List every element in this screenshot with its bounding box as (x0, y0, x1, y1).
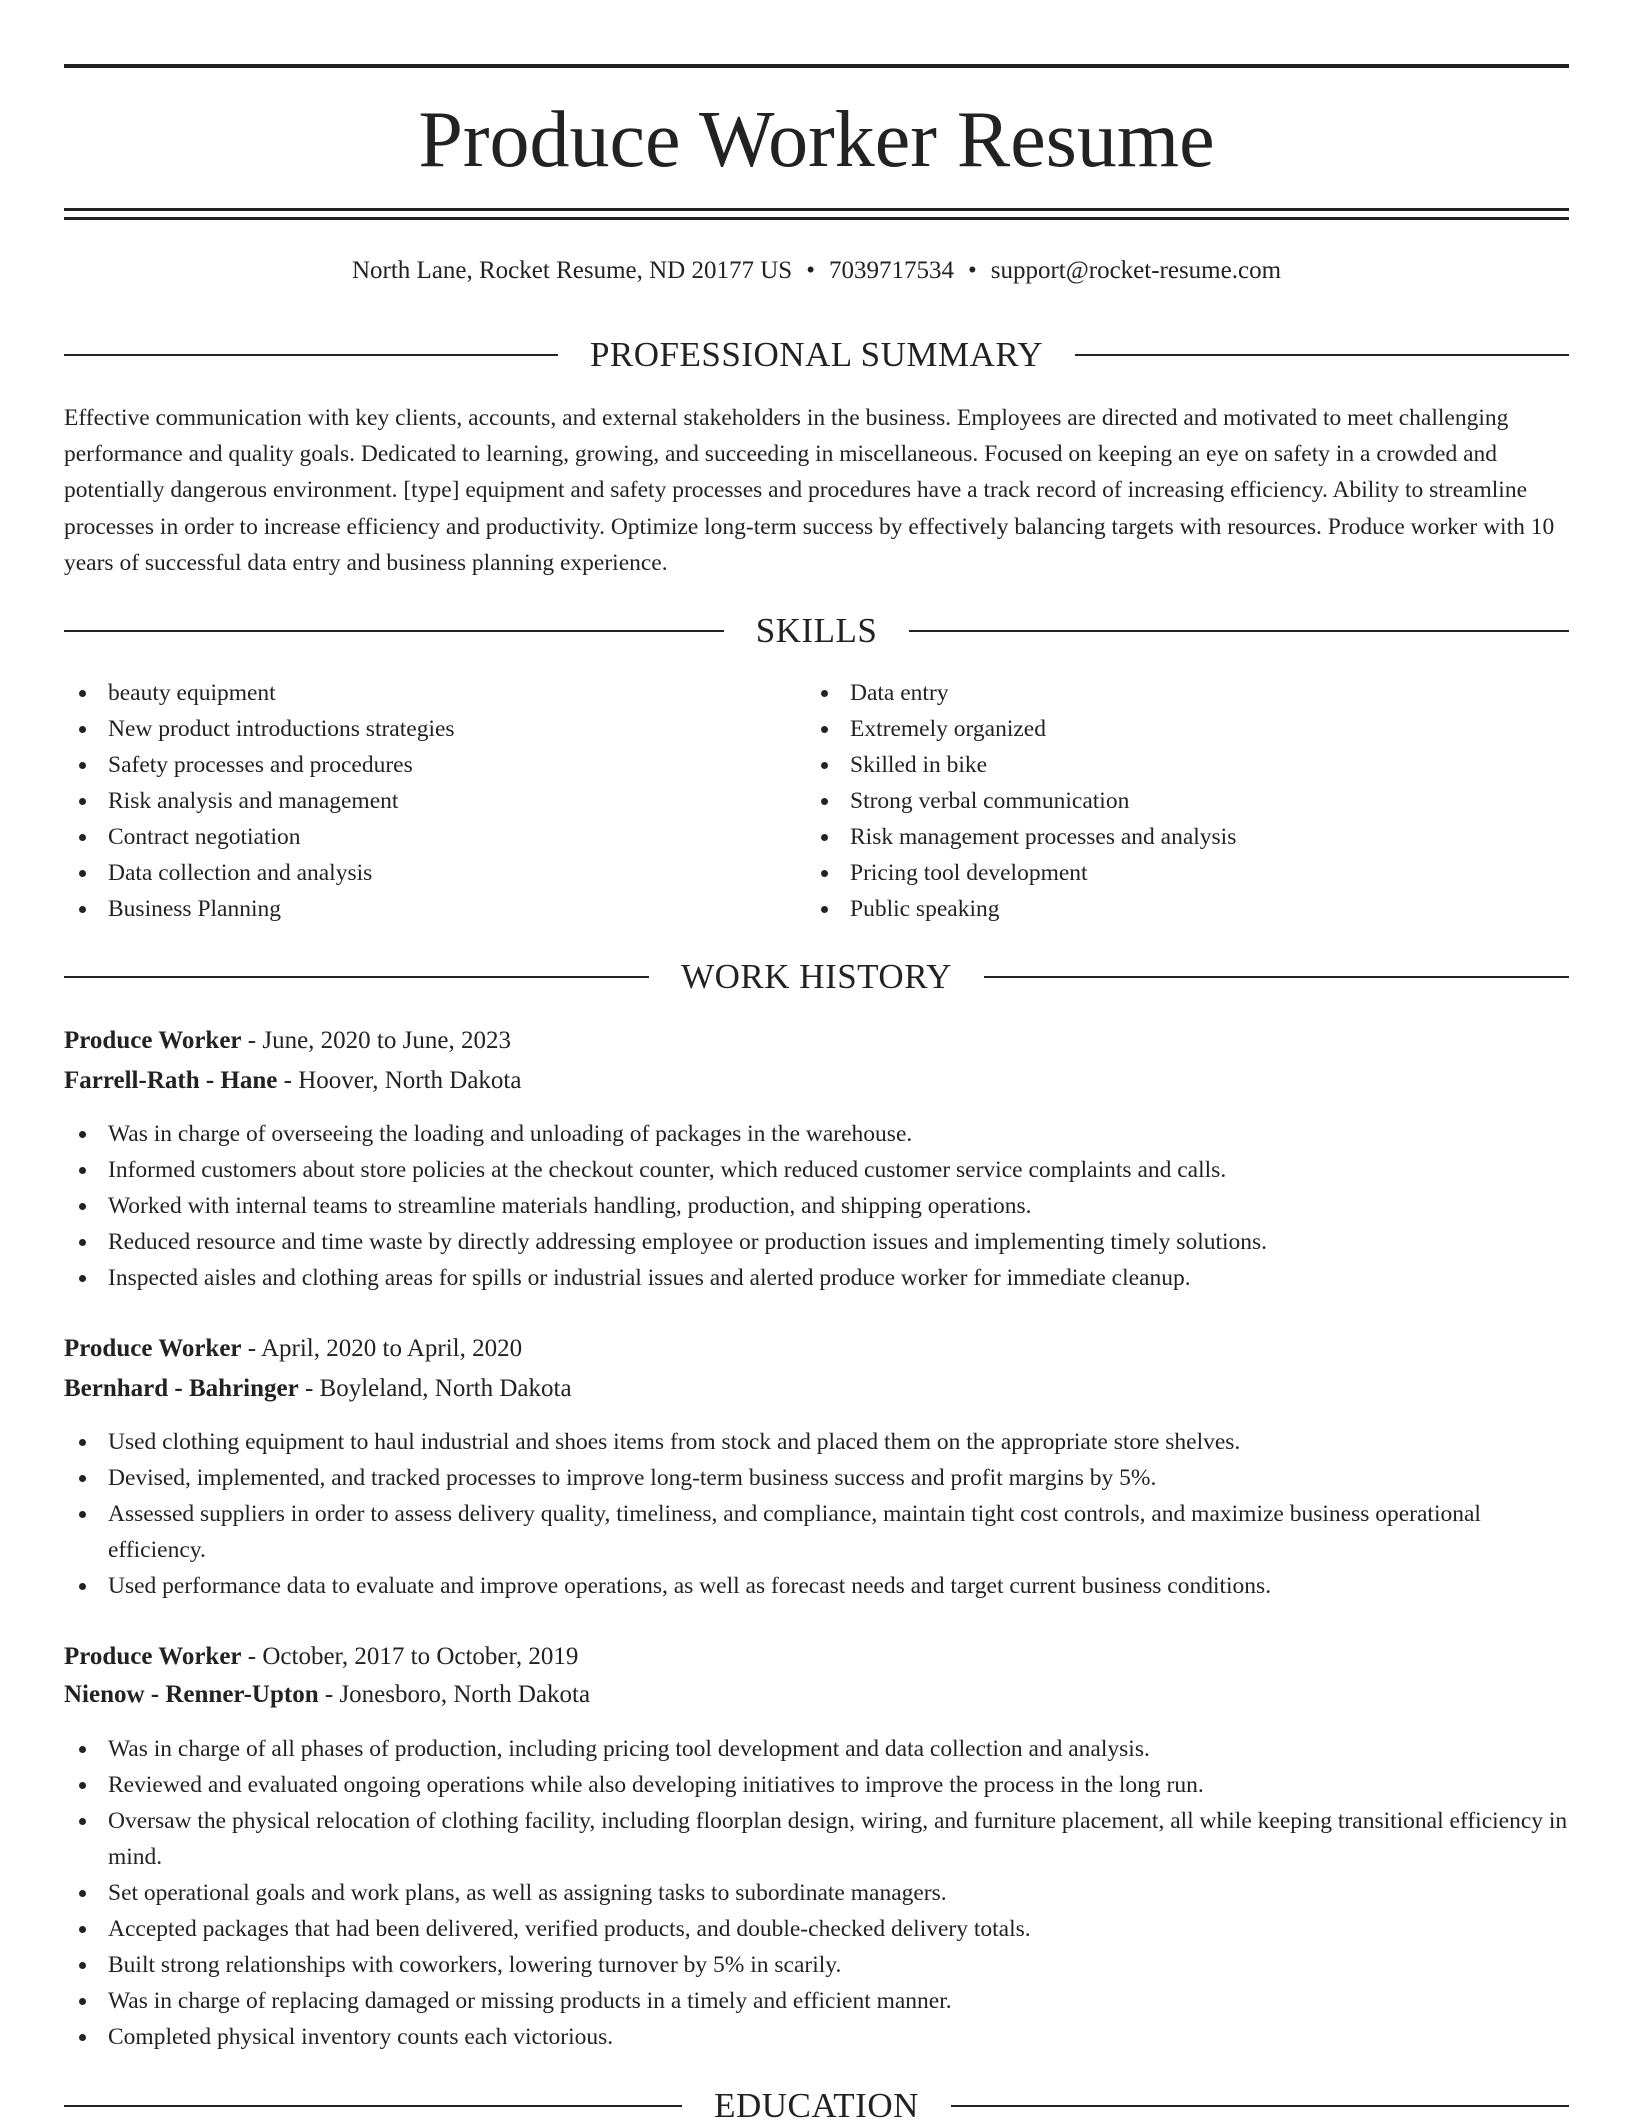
job-company: Nienow - Renner-Upton (64, 1681, 319, 1708)
section-title: SKILLS (755, 611, 878, 650)
duty-item: Reviewed and evaluated ongoing operations while also developing initiatives to improve the process in the long run. (64, 1767, 1574, 1803)
duty-item: Was in charge of replacing damaged or missing products in a timely and efficient manner. (64, 1983, 1574, 2019)
section-header-work (64, 955, 1569, 999)
duty-item: Used performance data to evaluate and improve operations, as well as forecast needs and target current business conditions. (64, 1568, 1574, 1604)
job-dates: - October, 2017 to October, 2019 (241, 1643, 579, 1670)
skill-item: Data entry (806, 675, 1566, 711)
duty-item: Completed physical inventory counts each victorious. (64, 2019, 1574, 2055)
job-role: Produce Worker (64, 1027, 242, 1054)
page-title: Produce Worker Resume (418, 96, 1215, 184)
job-company: Bernhard - Bahringer (64, 1375, 299, 1402)
title-double-rule (64, 208, 1569, 220)
job-title-line (64, 1331, 522, 1367)
duty-item: Built strong relationships with coworkers, lowering turnover by 5% in scarily. (64, 1947, 1574, 1983)
duty-item: Informed customers about store policies at the checkout counter, which reduced customer service complaints and calls. (64, 1152, 1574, 1188)
skill-item: Data collection and analysis (64, 855, 784, 891)
section-header-education (64, 2084, 1569, 2128)
contact-separator: • (806, 257, 815, 284)
summary-paragraph: Effective communication with key clients, accounts, and external stakeholders in the business. Employees are directed and motivated to meet challenging performance and quality goals. Dedicated to learning, growing, and succeeding in miscellaneous. Focused on keeping an eye on safety in a crowded and potentially dangerous environment. [type] equipment and safety processes and procedures have a track record of increasing efficiency. Ability to streamline processes in order to increase efficiency and productivity. Optimize long-term success by effectively balancing targets with resources. Produce worker with 10 years of successful data entry and business planning experience. (64, 405, 1555, 576)
skill-item: Risk analysis and management (64, 783, 784, 819)
job-duties-list (64, 1424, 1574, 1604)
duty-item: Oversaw the physical relocation of clothing facility, including floorplan design, wiring, and furniture placement, all while keeping transitional efficiency in mind. (64, 1803, 1574, 1875)
duty-item: Assessed suppliers in order to assess delivery quality, timeliness, and compliance, maintain tight cost controls, and maximize business operational efficiency. (64, 1496, 1574, 1568)
section-header-skills (64, 609, 1569, 653)
contact-address: North Lane, Rocket Resume, ND 20177 US (351, 257, 793, 284)
skills-list-right (806, 675, 1566, 927)
job-location: - Boyleland, North Dakota (298, 1375, 572, 1402)
section-header-summary (64, 333, 1569, 377)
skill-item: Public speaking (806, 891, 1566, 927)
job-company-line (64, 1371, 572, 1407)
job-location: - Jonesboro, North Dakota (318, 1681, 591, 1708)
contact-separator: • (967, 257, 977, 284)
skills-list-left (64, 675, 784, 927)
top-rule (64, 64, 1569, 68)
duty-item: Set operational goals and work plans, as well as assigning tasks to subordinate managers. (64, 1875, 1574, 1911)
job-title-line (64, 1023, 511, 1059)
contact-email: support@rocket-resume.com (990, 257, 1282, 284)
section-rule (909, 630, 1569, 632)
duty-item: Was in charge of overseeing the loading and unloading of packages in the warehouse. (64, 1116, 1574, 1152)
section-rule (1075, 354, 1569, 356)
contact-phone: 7039717534 (828, 257, 954, 284)
section-rule (64, 976, 649, 978)
section-rule (951, 2105, 1569, 2107)
section-rule (64, 630, 724, 632)
skill-item: Extremely organized (806, 711, 1566, 747)
section-rule (64, 2105, 682, 2107)
duty-item: Worked with internal teams to streamline materials handling, production, and shipping operations. (64, 1188, 1574, 1224)
job-role: Produce Worker (64, 1643, 242, 1670)
skill-item: Contract negotiation (64, 819, 784, 855)
job-role: Produce Worker (64, 1335, 242, 1362)
skill-item: Safety processes and procedures (64, 747, 784, 783)
contact-line (64, 254, 1569, 288)
section-title: WORK HISTORY (681, 957, 952, 996)
duty-item: Devised, implemented, and tracked processes to improve long-term business success and profit margins by 5%. (64, 1460, 1574, 1496)
duty-item: Used clothing equipment to haul industrial and shoes items from stock and placed them on the appropriate store shelves. (64, 1424, 1574, 1460)
job-duties-list (64, 1116, 1574, 1296)
section-rule (984, 976, 1569, 978)
job-title-line (64, 1639, 578, 1675)
skill-item: Pricing tool development (806, 855, 1566, 891)
skill-item: New product introductions strategies (64, 711, 784, 747)
duty-item: Was in charge of all phases of production, including pricing tool development and data collection and analysis. (64, 1731, 1574, 1767)
job-dates: - June, 2020 to June, 2023 (241, 1027, 511, 1054)
duty-item: Accepted packages that had been delivered, verified products, and double-checked delivery totals. (64, 1911, 1574, 1947)
job-dates: - April, 2020 to April, 2020 (241, 1335, 523, 1362)
section-rule (64, 354, 558, 356)
section-title: PROFESSIONAL SUMMARY (589, 335, 1044, 374)
job-company-line (64, 1677, 590, 1713)
section-title: EDUCATION (714, 2086, 919, 2125)
job-company: Farrell-Rath - Hane (64, 1067, 278, 1094)
job-company-line (64, 1063, 521, 1099)
job-location: - Hoover, North Dakota (277, 1067, 522, 1094)
job-duties-list (64, 1731, 1574, 2055)
skill-item: beauty equipment (64, 675, 784, 711)
skill-item: Risk management processes and analysis (806, 819, 1566, 855)
duty-item: Inspected aisles and clothing areas for spills or industrial issues and alerted produce worker for immediate cleanup. (64, 1260, 1574, 1296)
duty-item: Reduced resource and time waste by directly addressing employee or production issues and implementing timely solutions. (64, 1224, 1574, 1260)
skill-item: Skilled in bike (806, 747, 1566, 783)
skill-item: Business Planning (64, 891, 784, 927)
skill-item: Strong verbal communication (806, 783, 1566, 819)
